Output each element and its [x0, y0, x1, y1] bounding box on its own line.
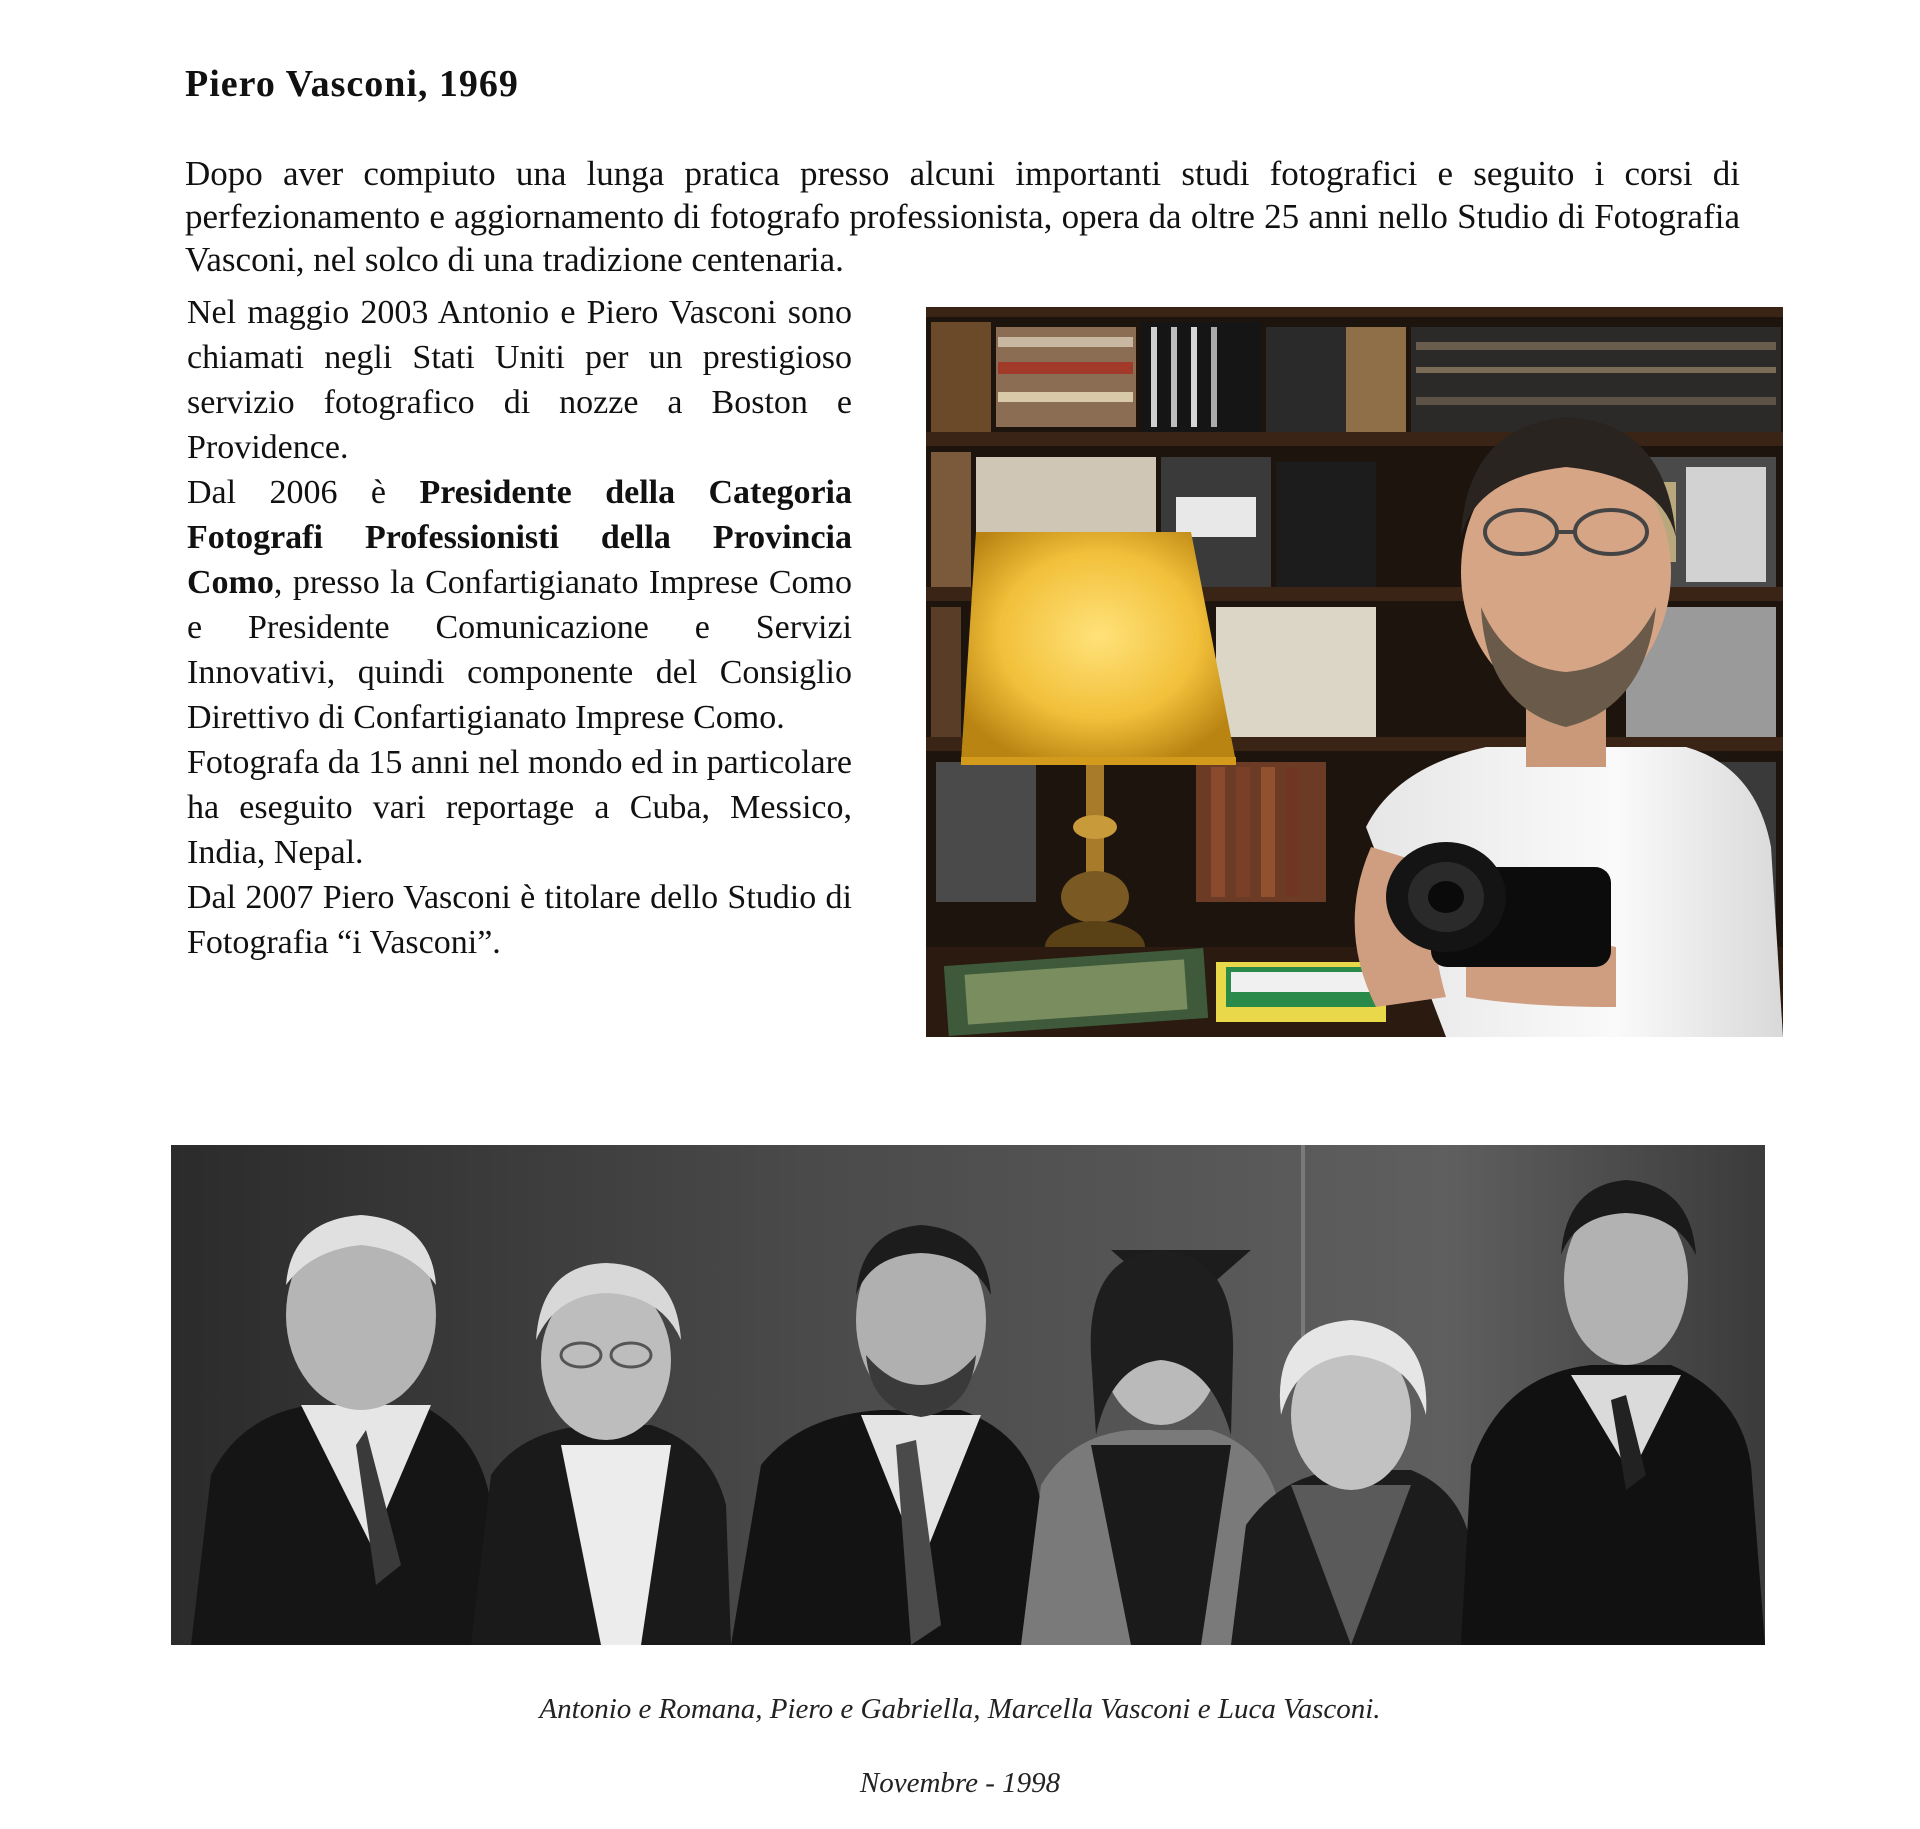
biography-column — [187, 290, 852, 965]
bio-paragraph-boston: Nel maggio 2003 Antonio e Piero Vasconi sono chiamati negli Stati Uniti per un prestigioso servizio fotografico di nozze a Boston e Providence. — [187, 294, 852, 466]
photo-caption: Antonio e Romana, Piero e Gabriella, Marcella Vasconi e Luca Vasconi. — [539, 1693, 1381, 1725]
intro-paragraph: Dopo aver compiuto una lunga pratica presso alcuni importanti studi fotografici e seguito i corsi di perfezionamento e aggiornamento di fotografo professionista, opera da oltre 25 anni nello Studio di Fotografia Vasconi, nel solco di una tradizione centenaria. — [185, 154, 1740, 279]
portrait-photo-illustration — [926, 307, 1783, 1037]
family-group-photo — [171, 1145, 1765, 1645]
bio-paragraph-reportage: Fotografa da 15 anni nel mondo ed in particolare ha eseguito vari reportage a Cuba, Messico, India, Nepal. — [187, 744, 852, 871]
bio-paragraph-presidency — [187, 470, 852, 740]
bio-presidency-title: Presidente della Categoria Fotografi Professionisti della Provincia Como — [187, 474, 853, 601]
family-group-photo-illustration — [171, 1145, 1765, 1645]
portrait-photo — [926, 307, 1783, 1037]
bio-paragraph-studio: Dal 2007 Piero Vasconi è titolare dello Studio di Fotografia “i Vasconi”. — [187, 879, 852, 961]
page-title: Piero Vasconi, 1969 — [185, 63, 519, 105]
bio-presidency-lead: Dal 2006 è — [187, 474, 420, 511]
bio-presidency-rest: , presso la Confartigianato Imprese Como e Presidente Comunicazione e Servizi Innovativi, quindi componente del Consiglio Direttivo di Confartigianato Imprese Como. — [187, 564, 852, 736]
photo-date: Novembre - 1998 — [859, 1767, 1061, 1799]
